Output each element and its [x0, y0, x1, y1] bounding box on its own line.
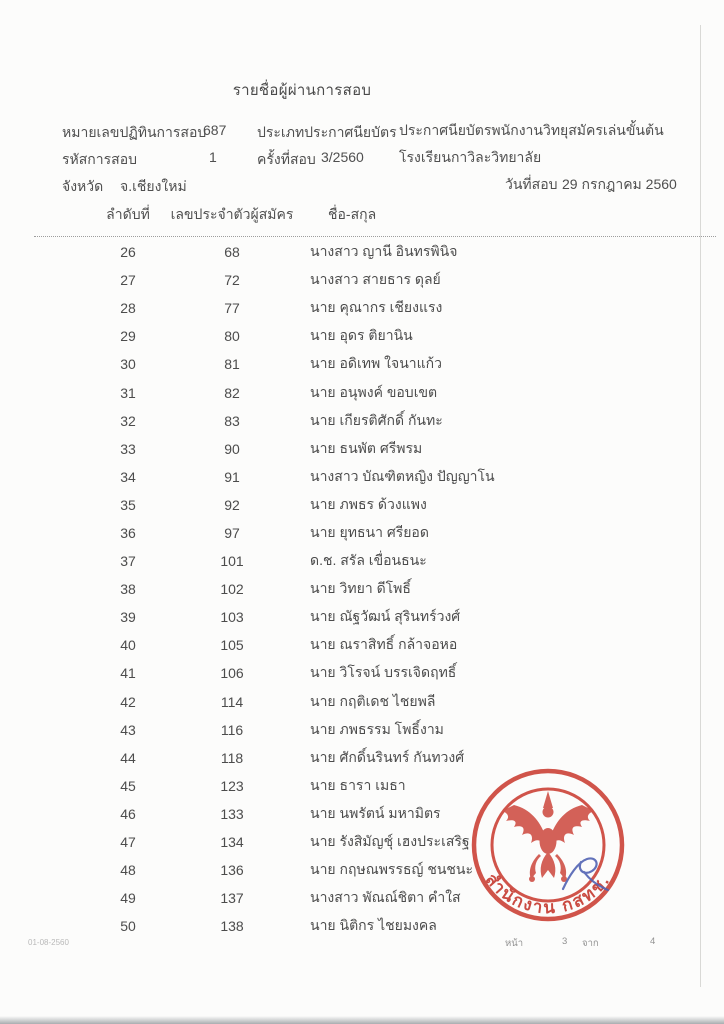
- row-applicant-id: 82: [224, 384, 240, 401]
- row-number: 50: [120, 918, 136, 935]
- row-name: นาย นพรัตน์ มหามิตร: [310, 804, 441, 821]
- row-name: นาย กฤษณพรรธญ์ ชนชนะ: [310, 861, 473, 878]
- row-name: ด.ช. สรัล เขื่อนธนะ: [310, 552, 427, 569]
- row-number: 46: [120, 805, 136, 822]
- exam-round-value: 3/2560: [321, 149, 364, 165]
- footer-page-number: 3: [562, 936, 568, 947]
- table-row: [0, 659, 724, 687]
- row-number: 27: [120, 272, 136, 289]
- row-number: 41: [120, 665, 136, 682]
- scan-right-edge: [700, 25, 701, 987]
- footer-date: 01-08-2560: [28, 938, 69, 947]
- exam-date-label: วันที่สอบ: [505, 176, 558, 192]
- row-number: 49: [120, 890, 136, 907]
- row-number: 44: [120, 749, 136, 766]
- row-applicant-id: 91: [224, 468, 240, 485]
- page-title: รายชื่อผู้ผ่านการสอบ: [232, 82, 372, 99]
- row-applicant-id: 101: [220, 553, 244, 570]
- scan-bottom-edge: [0, 1016, 724, 1024]
- row-applicant-id: 134: [220, 834, 244, 851]
- row-applicant-id: 77: [224, 300, 240, 317]
- row-number: 28: [120, 300, 136, 317]
- row-number: 43: [120, 721, 136, 738]
- table-row: [0, 547, 724, 575]
- row-number: 42: [120, 693, 136, 710]
- row-number: 36: [120, 524, 136, 541]
- footer-of-label: จาก: [582, 938, 599, 949]
- row-applicant-id: 118: [220, 749, 244, 766]
- row-applicant-id: 102: [220, 581, 244, 598]
- row-name: นาย วิโรจน์ บรรเจิดฤทธิ์: [310, 664, 457, 681]
- row-name: นาย กฤติเดช ไชยพลี: [310, 692, 436, 709]
- row-name: นาย อนุพงค์ ขอบเขต: [310, 383, 438, 400]
- exam-round-label: ครั้งที่สอบ: [257, 151, 316, 167]
- stamp-text: สำนักงาน กสทช.: [481, 869, 614, 918]
- row-applicant-id: 103: [220, 609, 244, 626]
- row-applicant-id: 137: [220, 890, 244, 907]
- table-row: [0, 575, 724, 603]
- table-row: [0, 716, 724, 744]
- table-row: [0, 350, 724, 378]
- exam-code-label: รหัสการสอบ: [62, 151, 137, 167]
- row-name: นาย ณราสิทธิ์ กล้าจอหอ: [310, 636, 458, 653]
- table-row: [0, 407, 724, 435]
- header-id: เลขประจำตัวผู้สมัคร: [170, 206, 294, 222]
- row-name: นาย อดิเทพ ใจนาแก้ว: [310, 355, 442, 372]
- row-name: นาย ภพธรรม โพธิ์งาม: [310, 720, 444, 737]
- row-number: 38: [120, 581, 136, 598]
- row-applicant-id: 116: [220, 721, 244, 738]
- row-name: นาย อุดร ติยานิน: [310, 327, 413, 344]
- footer-total-pages: 4: [650, 936, 656, 947]
- row-number: 40: [120, 637, 136, 654]
- header-name: ชื่อ-สกุล: [328, 206, 377, 222]
- row-number: 48: [120, 862, 136, 879]
- table-row: [0, 266, 724, 294]
- row-applicant-id: 138: [220, 918, 244, 935]
- exam-date-value: 29 กรกฎาคม 2560: [562, 176, 677, 192]
- row-name: นาย ธนพัต ศรีพรม: [310, 439, 423, 456]
- row-number: 37: [120, 553, 136, 570]
- row-name: นางสาว บัณฑิตหญิง ปัญญาโน: [310, 467, 495, 484]
- row-number: 31: [120, 384, 136, 401]
- table-row: [0, 435, 724, 463]
- row-name: นาย รังสิมัญชุ์ เฮงประเสริฐ: [310, 833, 470, 850]
- row-name: นางสาว พัณณ์ชิตา คำใส: [310, 889, 461, 906]
- row-name: นาย เกียรติศักดิ์ กันทะ: [310, 411, 443, 428]
- row-applicant-id: 90: [224, 440, 240, 457]
- table-row: [0, 463, 724, 491]
- header-separator-line: [34, 236, 716, 237]
- table-header: [0, 204, 724, 226]
- row-number: 35: [120, 496, 136, 513]
- footer-page-label: หน้า: [505, 938, 524, 949]
- row-applicant-id: 97: [224, 524, 240, 541]
- row-applicant-id: 114: [220, 693, 244, 710]
- row-applicant-id: 105: [220, 637, 244, 654]
- province-label: จังหวัด: [62, 178, 104, 194]
- table-row: [0, 294, 724, 322]
- table-row: [0, 491, 724, 519]
- row-number: 30: [120, 356, 136, 373]
- row-applicant-id: 123: [220, 777, 244, 794]
- row-applicant-id: 81: [224, 356, 240, 373]
- table-row: [0, 603, 724, 631]
- school-name: โรงเรียนกาวิละวิทยาลัย: [399, 149, 542, 165]
- row-name: นาย ศักดิ์นรินทร์ กันทวงศ์: [310, 748, 465, 765]
- row-number: 34: [120, 468, 136, 485]
- table-row: [0, 519, 724, 547]
- cert-type-label: ประเภทประกาศนียบัตร: [257, 124, 397, 140]
- row-number: 47: [120, 834, 136, 851]
- table-row: [0, 688, 724, 716]
- row-name: นาย นิติกร ไชยมงคล: [310, 917, 437, 934]
- calendar-label: หมายเลขปฏิทินการสอบ: [62, 124, 207, 140]
- row-applicant-id: 68: [224, 244, 240, 261]
- row-applicant-id: 80: [224, 328, 240, 345]
- table-row: [0, 378, 724, 406]
- table-row: [0, 322, 724, 350]
- row-number: 39: [120, 609, 136, 626]
- header-no: ลำดับที่: [106, 206, 150, 222]
- row-name: นาย ธารา เมธา: [310, 776, 406, 793]
- office-stamp: [468, 765, 628, 925]
- row-name: นางสาว สายธาร ดุลย์: [310, 271, 441, 288]
- row-name: นาย ภพธร ด้วงแพง: [310, 495, 427, 512]
- row-applicant-id: 83: [224, 412, 240, 429]
- svg-text:สำนักงาน กสทช.: [482, 870, 614, 917]
- exam-code-value: 1: [209, 149, 217, 165]
- row-number: 26: [120, 244, 136, 261]
- row-name: นาย คุณากร เชียงแรง: [310, 299, 443, 316]
- row-applicant-id: 106: [220, 665, 244, 682]
- row-name: นาย ยุทธนา ศรียอด: [310, 523, 429, 540]
- row-applicant-id: 92: [224, 496, 240, 513]
- province-value: จ.เชียงใหม่: [120, 178, 187, 194]
- table-row: [0, 238, 724, 266]
- row-number: 29: [120, 328, 136, 345]
- cert-type-value: ประกาศนียบัตรพนักงานวิทยุสมัครเล่นขั้นต้น: [399, 122, 664, 138]
- row-number: 33: [120, 440, 136, 457]
- calendar-value: 687: [203, 122, 227, 138]
- table-row: [0, 631, 724, 659]
- row-applicant-id: 72: [224, 272, 240, 289]
- row-name: นางสาว ญานี อินทรพินิจ: [310, 243, 458, 260]
- row-name: นาย วิทยา ดีโพธิ์: [310, 580, 411, 597]
- row-applicant-id: 133: [220, 805, 244, 822]
- row-number: 45: [120, 777, 136, 794]
- row-name: นาย ณัฐวัฒน์ สุรินทร์วงศ์: [310, 608, 461, 625]
- row-applicant-id: 136: [220, 862, 244, 879]
- row-number: 32: [120, 412, 136, 429]
